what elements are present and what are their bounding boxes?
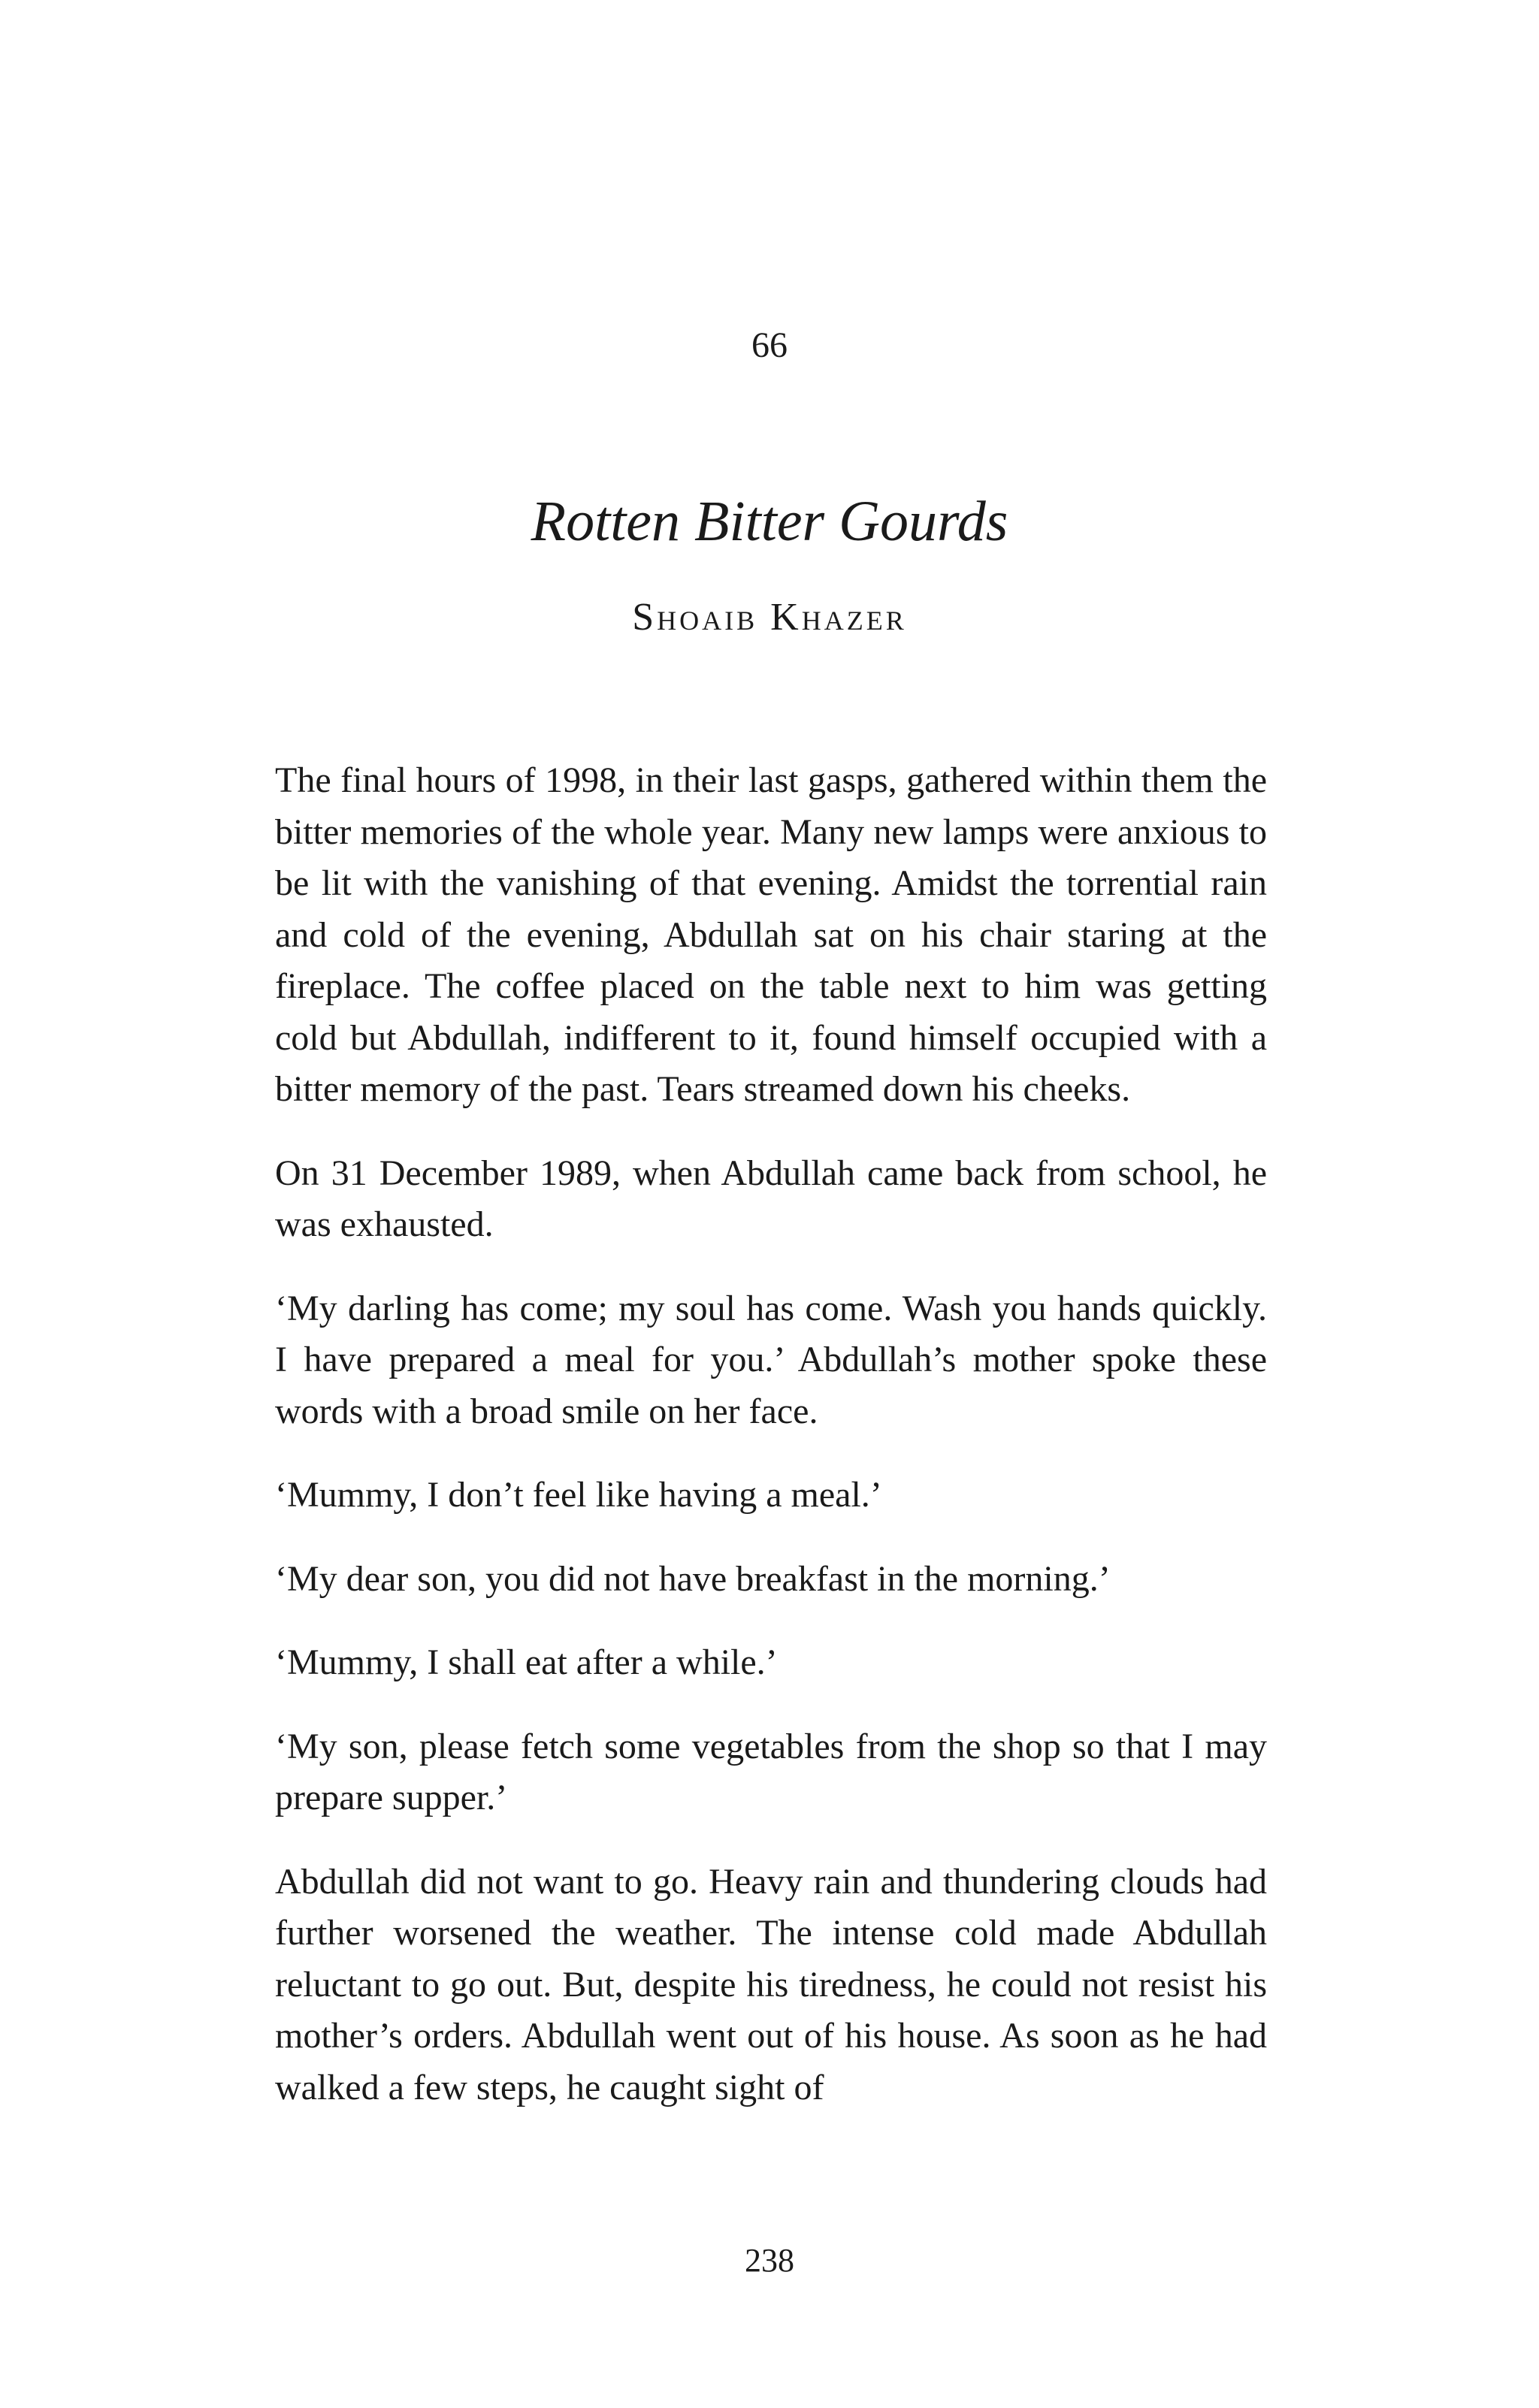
paragraph: Abdullah did not want to go. Heavy rain and thundering clouds had further worsened the weather. The intense cold made Abdullah reluctant to go out. But, despite his tiredness, he could not resist his mother’s orders. Abdullah went out of his house. As soon as he had walked a few steps, he caught sight of bbox=[275, 1861, 1267, 2107]
chapter-title: Rotten Bitter Gourds bbox=[531, 490, 1008, 553]
paragraph: The final hours of 1998, in their last gasps, gathered within them the bitter memories of the whole year. Many new lamps were anxious to be lit with the vanishing of that evening. Amidst the torrential rain and cold of the evening, Abdullah sat on his chair staring at the fireplace. The coffee placed on the table next to him was getting cold but Abdullah, indifferent to it, found himself occupied with a bitter memory of the past. Tears streamed down his cheeks. bbox=[275, 760, 1267, 1109]
body-text bbox=[275, 755, 1267, 2113]
chapter-author: Shoaib Khazer bbox=[632, 596, 907, 639]
paragraph: ‘Mummy, I shall eat after a while.’ bbox=[275, 1642, 778, 1682]
paragraph: ‘My son, please fetch some vegetables from the shop so that I may prepare supper.’ bbox=[275, 1726, 1267, 1817]
chapter-number: 66 bbox=[751, 325, 788, 365]
paragraph: ‘My darling has come; my soul has come. Wash you hands quickly. I have prepared a meal for you.’ Abdullah’s mother spoke these words with a broad smile on her face. bbox=[275, 1288, 1267, 1431]
paragraph: ‘Mummy, I don’t feel like having a meal.’ bbox=[275, 1475, 882, 1515]
page-number: 238 bbox=[745, 2242, 794, 2279]
paragraph: ‘My dear son, you did not have breakfast in the morning.’ bbox=[275, 1558, 1111, 1599]
paragraph: On 31 December 1989, when Abdullah came back from school, he was exhausted. bbox=[275, 1153, 1267, 1244]
